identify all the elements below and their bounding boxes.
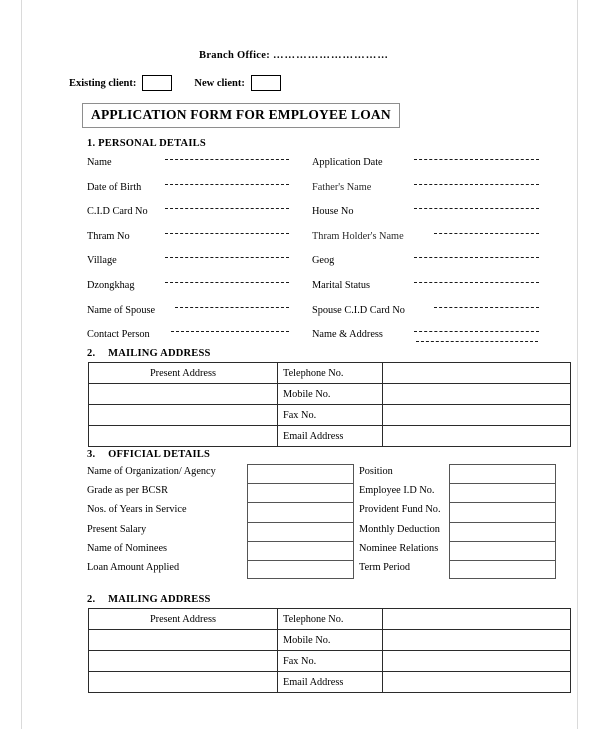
personal-details-row — [87, 157, 539, 182]
field-label-term-period: Term Period — [359, 561, 411, 573]
field-label: Dzongkhag — [87, 279, 135, 291]
existing-client-checkbox[interactable] — [142, 75, 172, 91]
field-dzongkhag — [87, 280, 307, 291]
address-line-2[interactable] — [89, 651, 278, 672]
field-input-rule[interactable] — [171, 331, 289, 332]
field-label: Date of Birth — [87, 181, 142, 193]
field-label-mobile-no: Mobile No. — [278, 630, 383, 651]
field-input-rule[interactable] — [414, 184, 539, 185]
field-thram-holders-name — [312, 231, 539, 242]
field-label: Name of Spouse — [87, 304, 156, 316]
branch-office-label: Branch Office: — [199, 50, 271, 61]
section-number: 2. — [87, 348, 96, 359]
personal-details-row — [87, 280, 539, 305]
field-label-email-address: Email Address — [278, 672, 383, 693]
field-label: Name — [87, 157, 112, 168]
section-title: MAILING ADDRESS — [108, 348, 211, 359]
table-row — [89, 672, 571, 693]
section-title: MAILING ADDRESS — [108, 594, 211, 605]
document-page — [21, 0, 578, 729]
field-input-rule[interactable] — [414, 282, 539, 283]
field-input-employee-id-no[interactable] — [449, 483, 556, 502]
field-input-rule[interactable] — [165, 233, 289, 234]
field-label: Village — [87, 255, 117, 267]
field-label-telephone-no: Telephone No. — [278, 609, 383, 630]
field-label-mobile-no: Mobile No. — [278, 384, 383, 405]
field-village — [87, 255, 307, 266]
field-input-nos-of-years-in-service[interactable] — [247, 502, 354, 521]
field-input-rule[interactable] — [414, 331, 539, 332]
existing-client-label: Existing client: — [69, 77, 137, 89]
field-label: Application Date — [312, 157, 383, 168]
mailing-address-table-1 — [88, 362, 571, 447]
section-heading-mailing-address-1 — [87, 348, 211, 359]
field-input-provident-fund-no[interactable] — [449, 502, 556, 521]
branch-office-line — [69, 50, 519, 61]
field-value-mobile-no[interactable] — [383, 630, 571, 651]
field-label-telephone-no: Telephone No. — [278, 363, 383, 384]
field-thram-no — [87, 231, 307, 242]
section-number: 3. — [87, 449, 96, 460]
present-address-header: Present Address — [89, 363, 278, 384]
field-house-no — [312, 206, 539, 217]
address-line-1[interactable] — [89, 630, 278, 651]
address-line-1[interactable] — [89, 384, 278, 405]
field-label-email-address: Email Address — [278, 426, 383, 447]
field-label-nominee-relations: Nominee Relations — [359, 542, 439, 554]
field-input-term-period[interactable] — [449, 560, 556, 579]
personal-details-row — [87, 255, 539, 280]
field-label-position: Position — [359, 466, 393, 477]
field-fathers-name — [312, 182, 539, 193]
field-input-position[interactable] — [449, 464, 556, 483]
personal-details-row — [87, 182, 539, 207]
mailing-address-table-2 — [88, 608, 571, 693]
personal-details-grid — [87, 157, 539, 354]
field-label: Geog — [312, 255, 335, 267]
address-line-3[interactable] — [89, 426, 278, 447]
address-line-2[interactable] — [89, 405, 278, 426]
field-input-rule[interactable] — [434, 233, 539, 234]
client-type-row — [69, 75, 281, 91]
section-heading-personal-details — [87, 138, 206, 149]
field-input-rule[interactable] — [434, 307, 539, 308]
official-details-row — [87, 560, 539, 579]
table-row — [89, 405, 571, 426]
field-input-rule[interactable] — [165, 159, 289, 160]
section-number: 2. — [87, 594, 96, 605]
personal-details-row — [87, 305, 539, 330]
field-label: Thram Holder's Name — [312, 230, 404, 242]
field-input-name-of-organization[interactable] — [247, 464, 354, 483]
field-label: Spouse C.I.D Card No — [312, 304, 405, 316]
field-geog — [312, 255, 539, 266]
field-name-of-spouse — [87, 305, 307, 316]
field-label: C.I.D Card No — [87, 206, 148, 218]
field-input-loan-amount-applied[interactable] — [247, 560, 354, 579]
field-name-and-address — [312, 329, 539, 340]
table-row — [89, 363, 571, 384]
field-input-rule[interactable] — [165, 184, 289, 185]
field-label: Father's Name — [312, 181, 372, 193]
field-label-name-of-nominees: Name of Nominees — [87, 542, 168, 554]
field-label-employee-id-no: Employee I.D No. — [359, 485, 435, 497]
field-label-provident-fund-no: Provident Fund No. — [359, 504, 441, 516]
personal-details-row — [87, 231, 539, 256]
field-name — [87, 157, 307, 168]
field-value-telephone-no[interactable] — [383, 363, 571, 384]
official-details-row — [87, 502, 539, 521]
official-details-row — [87, 464, 539, 483]
field-label: Name & Address — [312, 329, 383, 341]
field-label: Marital Status — [312, 279, 371, 291]
field-input-grade-as-per-bcsr[interactable] — [247, 483, 354, 502]
field-value-fax-no[interactable] — [383, 405, 571, 426]
form-sheet — [69, 0, 539, 730]
field-input-nominee-relations[interactable] — [449, 541, 556, 560]
table-row — [89, 651, 571, 672]
section-heading-mailing-address-2 — [87, 594, 211, 605]
field-label-loan-amount-applied: Loan Amount Applied — [87, 561, 180, 573]
official-details-grid — [87, 464, 539, 579]
section-title: OFFICIAL DETAILS — [108, 449, 211, 460]
field-spouse-cid-card-no — [312, 305, 539, 316]
field-input-name-of-nominees[interactable] — [247, 541, 354, 560]
field-value-fax-no[interactable] — [383, 651, 571, 672]
field-input-rule[interactable] — [414, 257, 539, 258]
official-details-row — [87, 522, 539, 541]
table-row — [89, 384, 571, 405]
field-label-fax-no: Fax No. — [278, 405, 383, 426]
field-value-email-address[interactable] — [383, 672, 571, 693]
field-label: Contact Person — [87, 329, 150, 341]
field-label-grade-as-per-bcsr: Grade as per BCSR — [87, 485, 168, 497]
field-input-rule[interactable] — [414, 159, 539, 160]
field-input-rule[interactable] — [175, 307, 289, 308]
field-input-rule[interactable] — [165, 208, 289, 209]
address-line-3[interactable] — [89, 672, 278, 693]
field-input-present-salary[interactable] — [247, 522, 354, 541]
new-client-checkbox[interactable] — [251, 75, 281, 91]
field-application-date — [312, 157, 539, 168]
section-number: 1. — [87, 138, 96, 149]
field-label-name-of-organization: Name of Organization/ Agency — [87, 466, 216, 477]
personal-details-row — [87, 206, 539, 231]
new-client-label: New client: — [194, 77, 245, 89]
field-label-present-salary: Present Salary — [87, 523, 147, 535]
field-label-fax-no: Fax No. — [278, 651, 383, 672]
field-contact-person — [87, 329, 307, 340]
field-label: Thram No — [87, 230, 130, 242]
form-title: APPLICATION FORM FOR EMPLOYEE LOAN — [82, 103, 400, 128]
official-details-row — [87, 541, 539, 560]
table-row — [89, 630, 571, 651]
field-value-email-address[interactable] — [383, 426, 571, 447]
field-date-of-birth — [87, 182, 307, 193]
field-marital-status — [312, 280, 539, 291]
field-input-rule[interactable] — [165, 282, 289, 283]
field-input-rule[interactable] — [414, 208, 539, 209]
table-row — [89, 426, 571, 447]
field-cid-card-no — [87, 206, 307, 217]
field-input-monthly-deduction[interactable] — [449, 522, 556, 541]
field-value-telephone-no[interactable] — [383, 609, 571, 630]
branch-office-fill: ………………………… — [272, 50, 389, 61]
present-address-header: Present Address — [89, 609, 278, 630]
field-label-nos-of-years-in-service: Nos. of Years in Service — [87, 504, 187, 516]
table-row — [89, 609, 571, 630]
section-heading-official-details — [87, 449, 210, 460]
section-title: PERSONAL DETAILS — [98, 138, 206, 149]
field-name-and-address-continuation-rule[interactable] — [416, 341, 538, 342]
field-value-mobile-no[interactable] — [383, 384, 571, 405]
field-label-monthly-deduction: Monthly Deduction — [359, 523, 440, 535]
field-label: House No — [312, 206, 354, 218]
field-input-rule[interactable] — [165, 257, 289, 258]
official-details-row — [87, 483, 539, 502]
